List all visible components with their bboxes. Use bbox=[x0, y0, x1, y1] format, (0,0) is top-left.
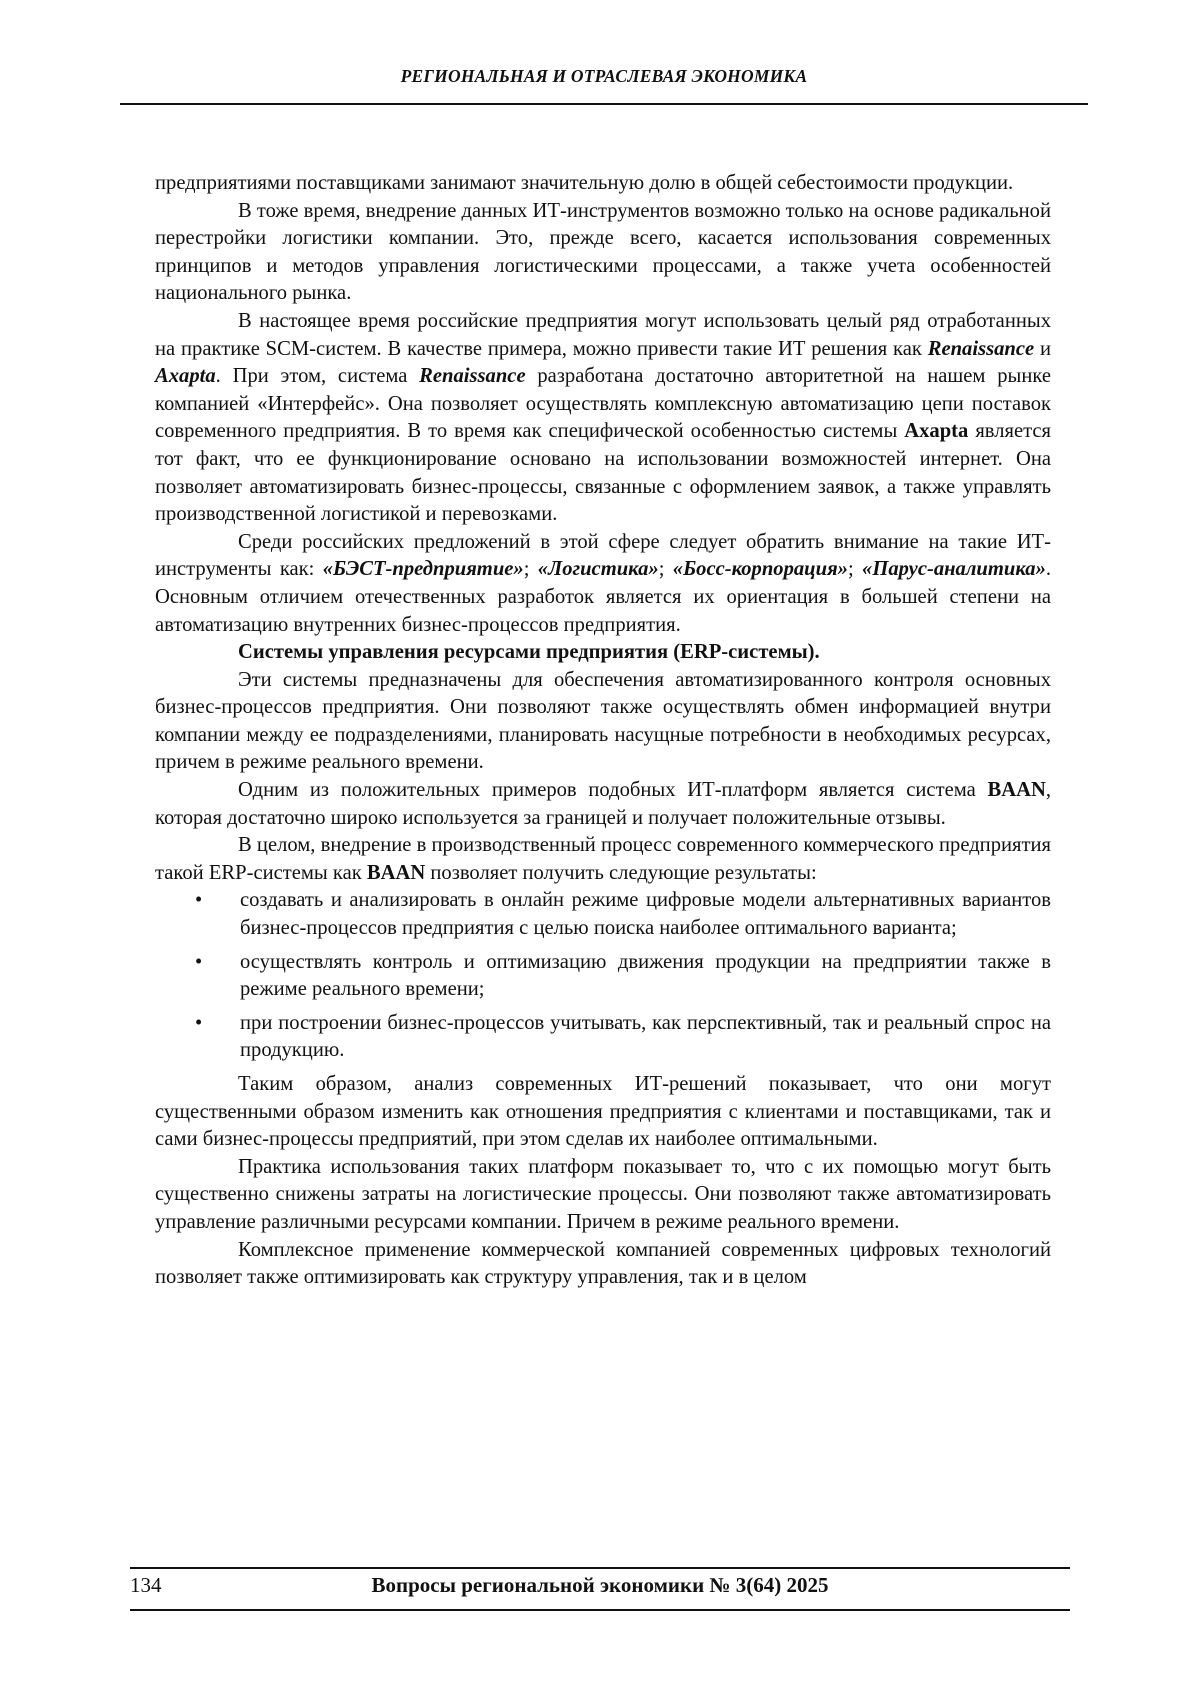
results-list bbox=[155, 887, 1051, 1065]
text-run: В настоящее время российские предприятия могут использовать целый ряд отработанных на практике SCM-систем. В качестве примера, можно привести такие ИТ решения как bbox=[155, 309, 1051, 360]
journal-title: Вопросы региональной экономики № 3(64) 2025 bbox=[371, 1573, 829, 1597]
text-run: Одним из положительных примеров подобных ИТ-платформ является система bbox=[238, 779, 988, 802]
footer-divider-bottom bbox=[130, 1609, 1070, 1611]
paragraph-2: В тоже время, внедрение данных ИТ-инструментов возможно только на основе радикальной перестройки логистики компании. Это, прежде всего, касается использования современных принципов и методов управления логистическими процессами, а также учета особенностей национального рынка. bbox=[155, 199, 1051, 305]
product-name-boss: «Босс-корпорация» bbox=[672, 558, 848, 581]
bullet-icon: • bbox=[195, 889, 203, 912]
product-name-baan: BAAN bbox=[987, 779, 1046, 802]
text-run: ; bbox=[847, 558, 863, 581]
list-item-text: при построении бизнес-процессов учитывать, как перспективный, так и реальный спрос на продукцию. bbox=[240, 1011, 1051, 1062]
text-run: ; bbox=[523, 558, 538, 581]
product-name-baan: BAAN bbox=[366, 861, 426, 884]
text-run: , которая достаточно широко используется за границей и получает положительные отзывы. bbox=[155, 779, 1051, 829]
paragraph-8: Таким образом, анализ современных ИТ-решений показывает, что они могут существенными образом изменить как отношения предприятия с клиентами и поставщиками, так и сами бизнес-процессы предприятий, при этом сделав их наиболее оптимальными. bbox=[155, 1073, 1051, 1151]
list-item bbox=[155, 949, 1051, 1004]
page-number: 134 bbox=[130, 1573, 162, 1597]
article-body bbox=[155, 170, 1051, 1292]
text-run: . Основным отличием отечественных разработок является их ориентация в большей степени на автоматизацию внутренних бизнес-процессов предприятия. bbox=[155, 558, 1052, 636]
paragraph-1: предприятиями поставщиками занимают значительную долю в общей себестоимости продукции. bbox=[155, 172, 1014, 194]
list-item bbox=[155, 887, 1051, 942]
text-run: разработана достаточно авторитетной на нашем рынке компанией «Интерфейс». Она позволяет осуществлять комплексную автоматизацию цепи поставок современного предприятия. В то время как специфической особенностью системы bbox=[155, 365, 1051, 443]
text-run: . При этом, система bbox=[215, 365, 420, 388]
paragraph-9: Практика использования таких платформ показывает то, что с их помощью могут быть существенно снижены затраты на логистические процессы. Они позволяют также автоматизировать управление различными ресурсами компании. Причем в режиме реального времени. bbox=[155, 1155, 1051, 1233]
text-run: позволяет получить следующие результаты: bbox=[425, 861, 817, 884]
list-item-text: осуществлять контроль и оптимизацию движения продукции на предприятии также в режиме реального времени; bbox=[240, 950, 1051, 1001]
paragraph-6 bbox=[155, 777, 1051, 832]
list-item-text: создавать и анализировать в онлайн режиме цифровые модели альтернативных вариантов бизнес-процессов предприятия с целью поиска наиболее оптимального варианта; bbox=[240, 889, 1051, 940]
text-run: и bbox=[1034, 337, 1052, 360]
product-name-logistika: «Логистика» bbox=[537, 558, 659, 581]
paragraph-5: Эти системы предназначены для обеспечения автоматизированного контроля основных бизнес-процессов предприятия. Они позволяют также осуществлять обмен информацией внутри компании между ее подразделениями, планировать насущные потребности в необходимых ресурсах, причем в режиме реального времени. bbox=[155, 668, 1051, 774]
product-name-axapta: Axapta bbox=[155, 365, 216, 388]
text-run: является тот факт, что ее функционирование основано на использовании возможностей интернет. Она позволяет автоматизировать бизнес-процессы, связанные с оформлением заявок, а также управлять производственной логистикой и перевозками. bbox=[155, 420, 1051, 526]
footer-divider-top bbox=[130, 1567, 1070, 1569]
text-run: Среди российских предложений в этой сфере следует обратить внимание на такие ИТ-инструменты как: bbox=[155, 530, 1051, 581]
product-name-axapta: Axapta bbox=[904, 420, 969, 443]
text-run: В целом, внедрение в производственный процесс современного коммерческого предприятия такой ERP-системы как bbox=[155, 834, 1051, 884]
paragraph-4 bbox=[155, 529, 1051, 639]
list-item bbox=[155, 1010, 1051, 1065]
bullet-icon: • bbox=[195, 950, 203, 973]
product-name-parus: «Парус-аналитика» bbox=[862, 558, 1046, 581]
paragraph-7 bbox=[155, 832, 1051, 887]
running-header: РЕГИОНАЛЬНАЯ И ОТРАСЛЕВАЯ ЭКОНОМИКА bbox=[400, 66, 808, 86]
section-subheading: Системы управления ресурсами предприятия (ERP-системы). bbox=[238, 641, 820, 664]
paragraph-10: Комплексное применение коммерческой компанией современных цифровых технологий позволяет также оптимизировать как структуру управления, так и в целом bbox=[155, 1238, 1051, 1289]
header-divider bbox=[120, 103, 1088, 105]
product-name-best: «БЭСТ-предприятие» bbox=[322, 558, 524, 581]
paragraph-3 bbox=[155, 308, 1051, 529]
product-name-renaissance: Renaissance bbox=[927, 337, 1035, 360]
text-run: ; bbox=[658, 558, 673, 581]
bullet-icon: • bbox=[195, 1011, 203, 1034]
product-name-renaissance: Renaissance bbox=[419, 365, 526, 388]
